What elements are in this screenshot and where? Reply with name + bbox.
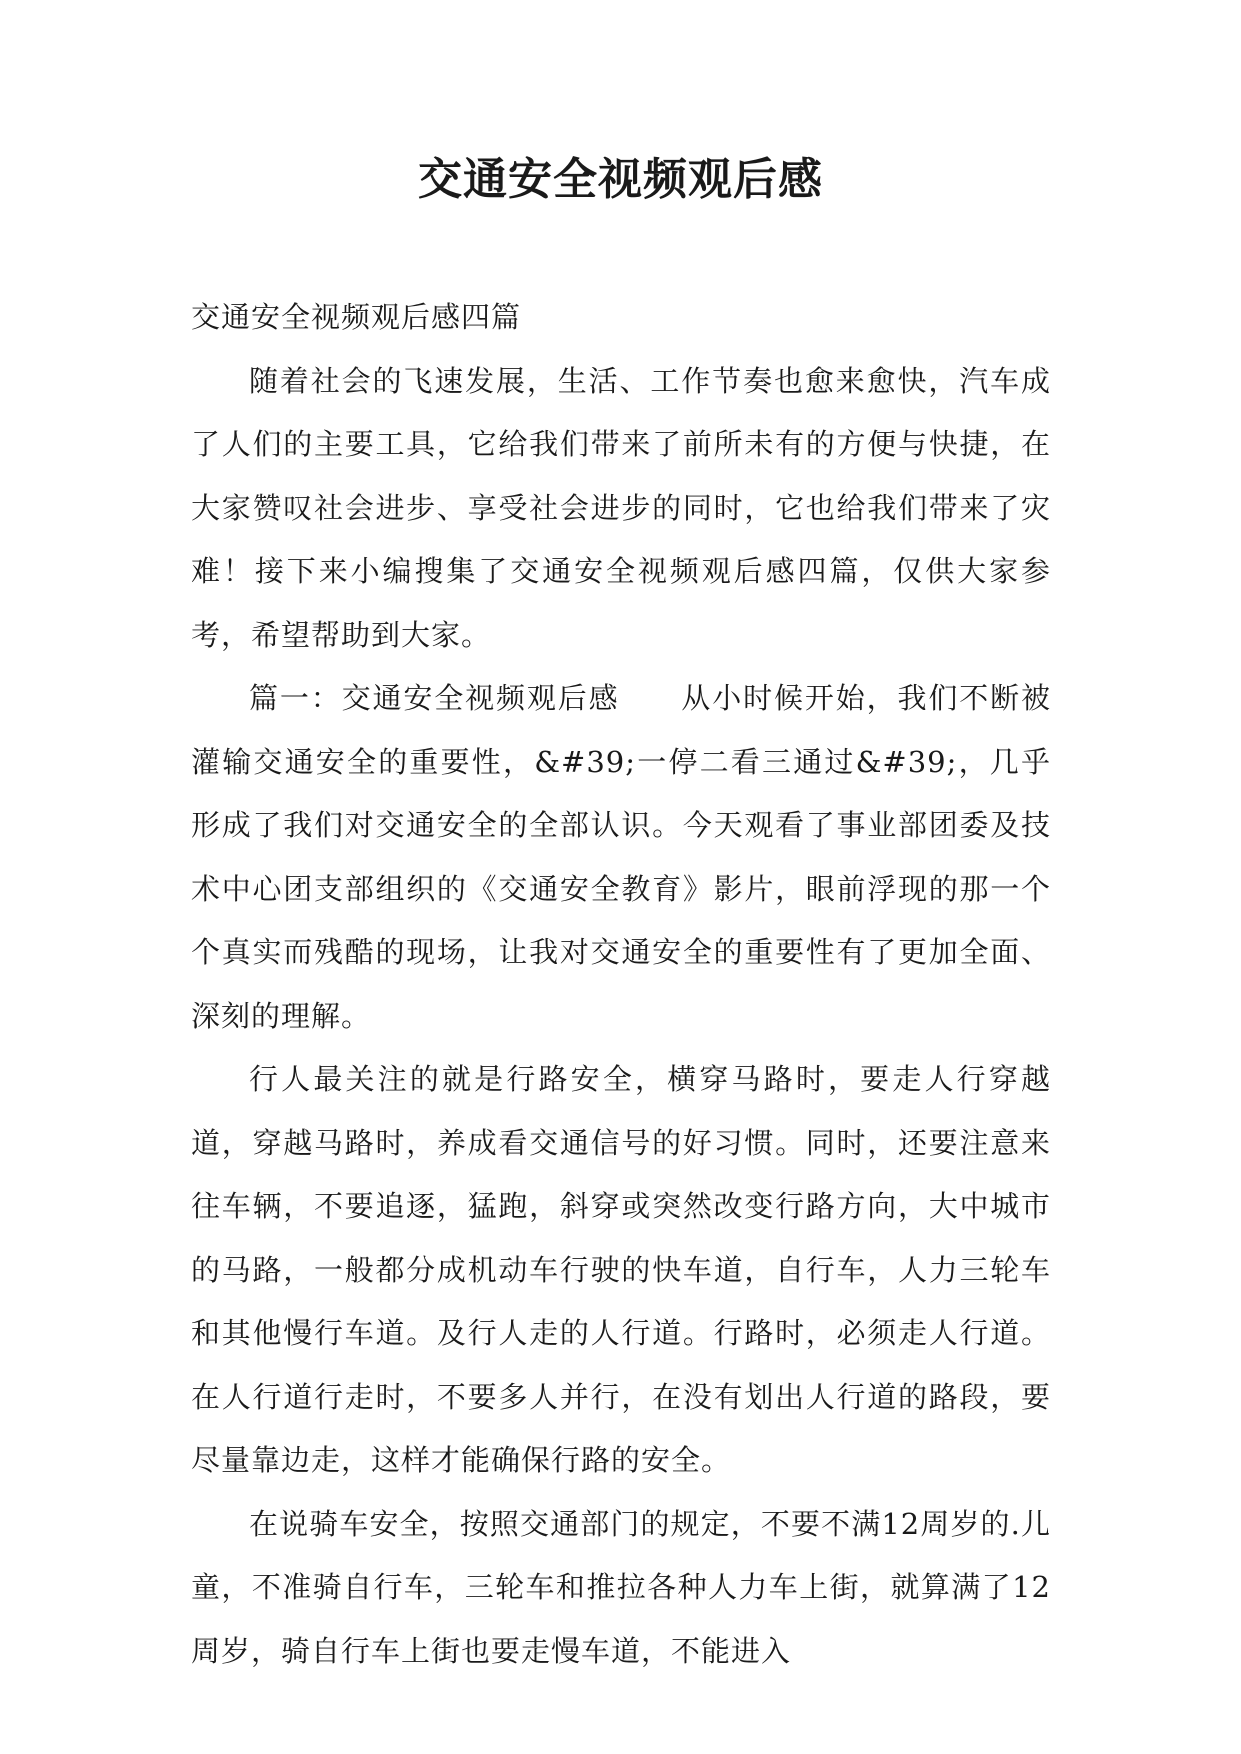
- body-paragraph: 随着社会的飞速发展，生活、工作节奏也愈来愈快，汽车成了人们的主要工具，它给我们带来了前所未有的方便与快捷，在大家赞叹社会进步、享受社会进步的同时，它也给我们带来了灾难！接下来小编搜集了交通安全视频观后感四篇，仅供大家参考，希望帮助到大家。: [191, 363, 1051, 652]
- body-paragraph: 行人最关注的就是行路安全，横穿马路时，要走人行穿越道，穿越马路时，养成看交通信号的好习惯。同时，还要注意来往车辆，不要追逐，猛跑，斜穿或突然改变行路方向，大中城市的马路，一般都分成机动车行驶的快车道，自行车，人力三轮车和其他慢行车道。及行人走的人行道。行路时，必须走人行道。在人行道行走时，不要多人并行，在没有划出人行道的路段，要尽量靠边走，这样才能确保行路的安全。: [191, 1062, 1051, 1477]
- document-subtitle: 交通安全视频观后感四篇: [191, 300, 522, 334]
- body-paragraph: 在说骑车安全，按照交通部门的规定，不要不满12周岁的.儿童，不准骑自行车，三轮车和推拉各种人力车上街，就算满了12周岁，骑自行车上街也要走慢车道，不能进入: [191, 1506, 1051, 1668]
- document-body: [191, 286, 1051, 1683]
- document-title: 交通安全视频观后感: [418, 154, 823, 205]
- body-paragraph: 篇一：交通安全视频观后感 从小时候开始，我们不断被灌输交通安全的重要性，&#39;一停二看三通过&#39;，几乎形成了我们对交通安全的全部认识。今天观看了事业部团委及技术中心团支部组织的《交通安全教育》影片，眼前浮现的那一个个真实而残酷的现场，让我对交通安全的重要性有了更加全面、深刻的理解。: [191, 681, 1051, 1033]
